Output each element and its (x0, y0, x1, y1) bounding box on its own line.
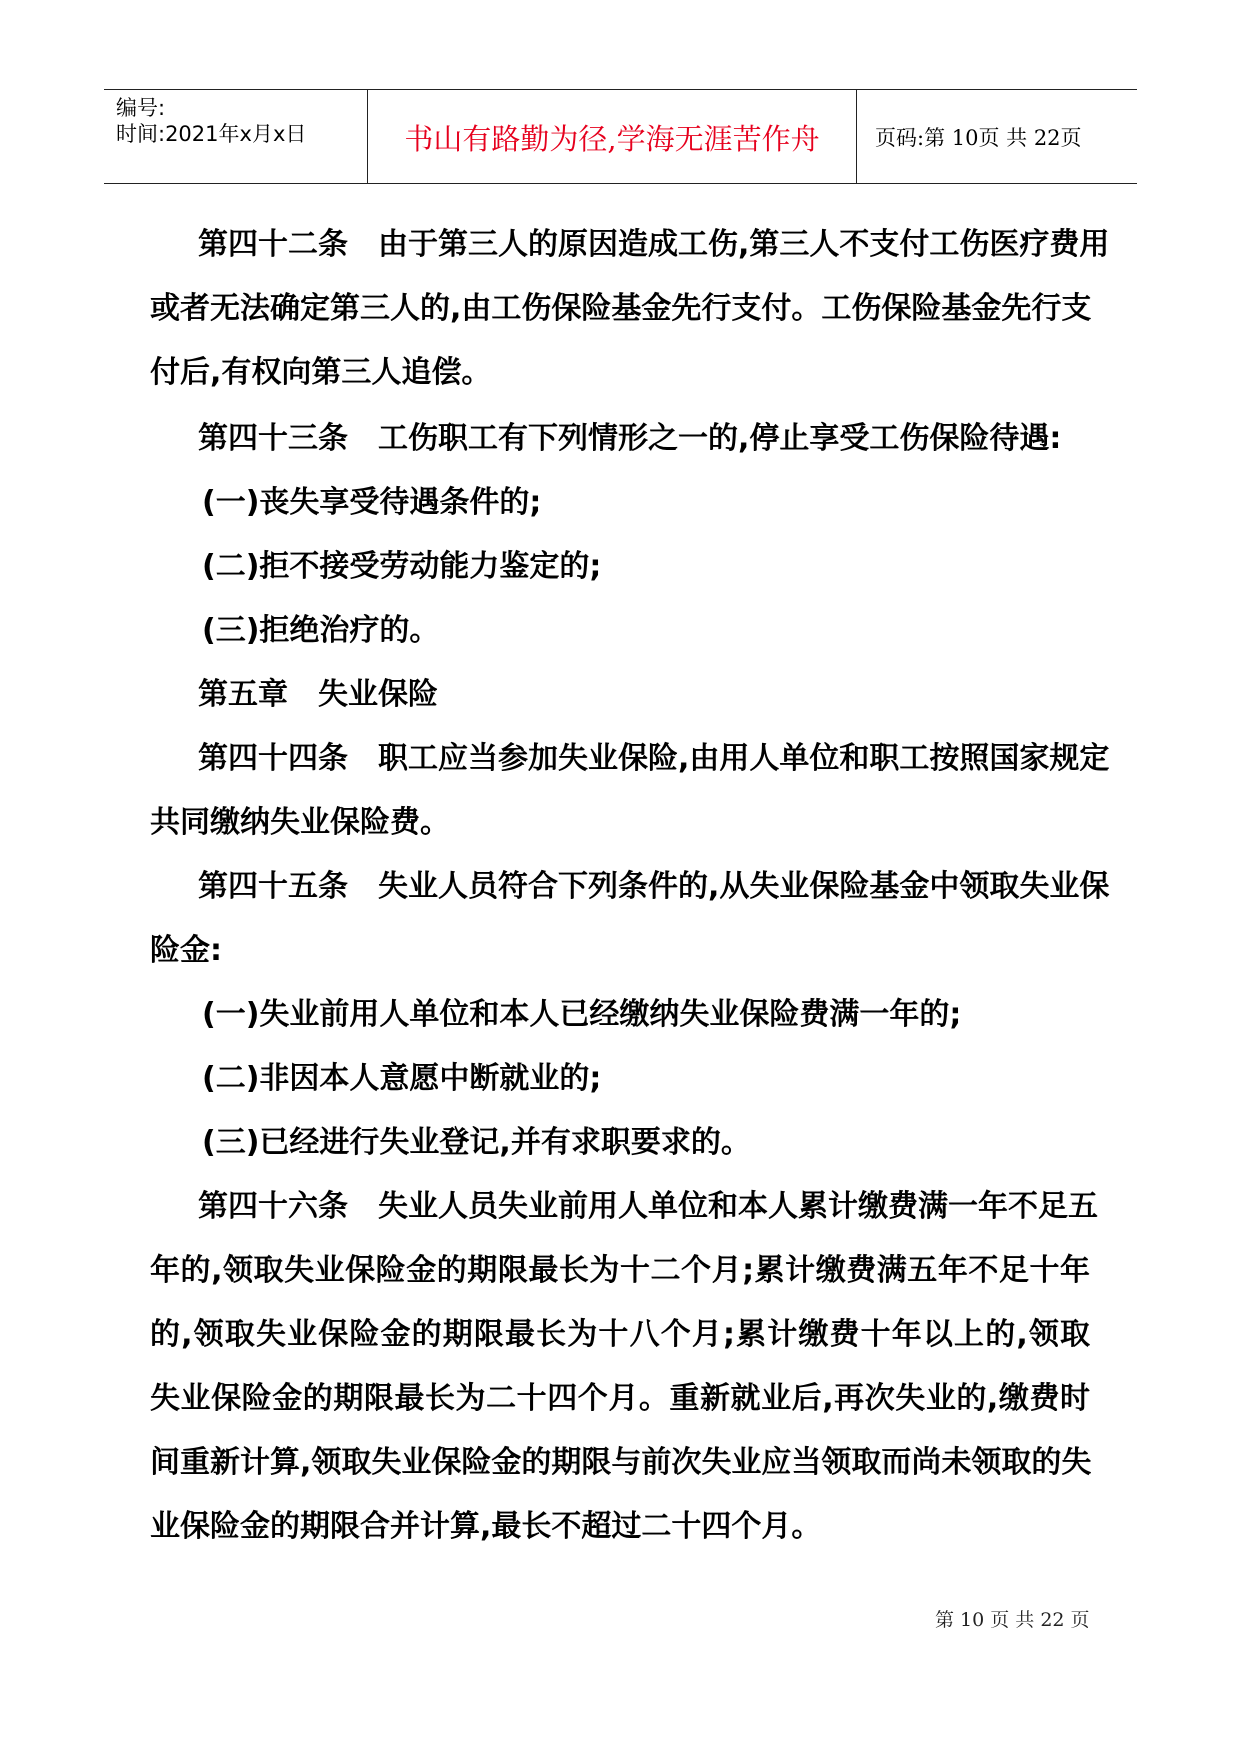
article-42-line-3: 付后,有权向第三人追偿。 (150, 355, 492, 390)
article-43-line-1: 第四十三条 工伤职工有下列情形之一的,停止享受工伤保险待遇: (198, 421, 1062, 456)
article-46-line-6: 业保险金的期限合并计算,最长不超过二十四个月。 (150, 1509, 822, 1544)
article-44-line-2: 共同缴纳失业保险费。 (150, 805, 450, 840)
header-motto-cell (367, 90, 857, 183)
article-42-line-1: 第四十二条 由于第三人的原因造成工伤,第三人不支付工伤医疗费用 (198, 227, 1110, 262)
article-46-line-3: 的,领取失业保险金的期限最长为十八个月;累计缴费十年以上的,领取 (150, 1317, 1090, 1352)
article-45-item-2: (二)非因本人意愿中断就业的; (202, 1061, 602, 1096)
page-header (104, 89, 1137, 184)
article-43-item-1: (一)丧失享受待遇条件的; (202, 485, 542, 520)
header-page-info: 页码:第 10页 共 22页 (875, 126, 1082, 150)
page-footer: 第 10 页 共 22 页 (935, 1609, 1090, 1631)
article-44-line-1: 第四十四条 职工应当参加失业保险,由用人单位和职工按照国家规定 (198, 741, 1110, 776)
article-45-item-3: (三)已经进行失业登记,并有求职要求的。 (202, 1125, 751, 1160)
article-46-line-1: 第四十六条 失业人员失业前用人单位和本人累计缴费满一年不足五 (198, 1189, 1098, 1224)
document-number-label: 编号: (116, 96, 166, 120)
article-45-line-1: 第四十五条 失业人员符合下列条件的,从失业保险基金中领取失业保 (198, 869, 1110, 904)
article-45-line-2: 险金: (150, 933, 222, 968)
header-left-cell (104, 90, 366, 183)
article-43-item-3: (三)拒绝治疗的。 (202, 613, 440, 648)
chapter-5-heading: 第五章 失业保险 (198, 677, 438, 712)
article-46-line-5: 间重新计算,领取失业保险金的期限与前次失业应当领取而尚未领取的失 (150, 1445, 1092, 1480)
article-46-line-2: 年的,领取失业保险金的期限最长为十二个月;累计缴费满五年不足十年 (150, 1253, 1090, 1288)
document-time-label: 时间:2021年x月x日 (116, 122, 307, 146)
header-page-cell (857, 90, 1137, 183)
article-43-item-2: (二)拒不接受劳动能力鉴定的; (202, 549, 602, 584)
article-46-line-4: 失业保险金的期限最长为二十四个月。重新就业后,再次失业的,缴费时 (150, 1381, 1090, 1416)
article-42-line-2: 或者无法确定第三人的,由工伤保险基金先行支付。工伤保险基金先行支 (150, 291, 1092, 326)
header-motto: 书山有路勤为径,学海无涯苦作舟 (404, 122, 820, 156)
article-45-item-1: (一)失业前用人单位和本人已经缴纳失业保险费满一年的; (202, 997, 962, 1032)
